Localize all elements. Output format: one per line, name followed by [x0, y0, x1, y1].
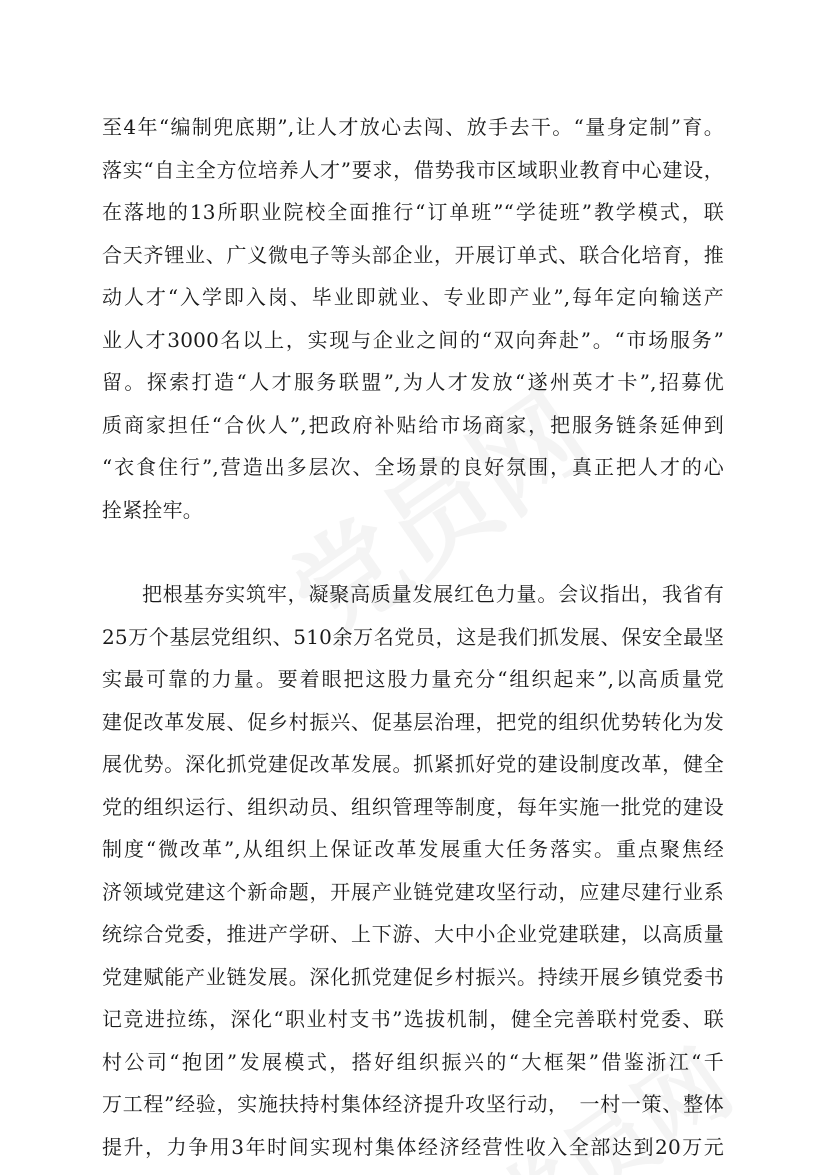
text-line: 在落地的13所职业院校全面推行“订单班”“学徒班”教学模式，联	[102, 200, 724, 224]
text-line: 把根基夯实筑牢，凝聚高质量发展红色力量。会议指出，我省有	[142, 582, 724, 606]
text-line: 落实“自主全方位培养人才”要求，借势我市区域职业教育中心建设，	[102, 157, 724, 182]
text-line: 济领域党建这个新命题，开展产业链党建攻坚行动，应建尽建行业系	[102, 879, 724, 904]
text-line: 动人才“入学即入岗、毕业即就业、专业即产业”,每年定向输送产	[102, 285, 724, 309]
text-line: 提升，力争用3年时间实现村集体经济经营性收入全部达到20万元	[102, 1134, 724, 1159]
text-line: 建促改革发展、促乡村振兴、促基层治理，把党的组织优势转化为发	[102, 709, 724, 734]
text-line: 统综合党委，推进产学研、上下游、大中小企业党建联建，以高质量	[102, 922, 724, 946]
text-line: 25万个基层党组织、510余万名党员，这是我们抓发展、保安全最坚	[102, 624, 724, 649]
text-line: 党的组织运行、组织动员、组织管理等制度，每年实施一批党的建设	[102, 794, 724, 819]
text-line: 拴紧拴牢。	[102, 497, 203, 522]
text-line: 制度“微改革”,从组织上保证改革发展重大任务落实。重点聚焦经	[102, 837, 724, 861]
text-line: 实最可靠的力量。要着眼把这股力量充分“组织起来”,以高质量党	[102, 667, 724, 691]
text-line: 留。探索打造“人才服务联盟”,为人才发放“遂州英才卡”,招募优	[102, 370, 724, 394]
text-line: 至4年“编制兜底期”,让人才放心去闯、放手去干。“量身定制”育。	[102, 115, 724, 139]
text-line: 村公司“抱团”发展模式，搭好组织振兴的“大框架”借鉴浙江“千	[102, 1049, 724, 1074]
text-line: 记竞进拉练，深化“职业村支书”选拔机制，健全完善联村党委、联	[102, 1007, 724, 1031]
text-line: 万工程”经验，实施扶持村集体经济提升攻坚行动， 一村一策、整体	[102, 1092, 724, 1116]
paragraph-party-building	[102, 573, 724, 1168]
paragraph-talent-services	[102, 106, 724, 531]
text-line: 展优势。深化抓党建促改革发展。抓紧抓好党的建设制度改革，健全	[102, 752, 724, 776]
text-line: “衣食住行”,营造出多层次、全场景的良好氛围，真正把人才的心	[102, 455, 724, 479]
text-line: 党建赋能产业链发展。深化抓党建促乡村振兴。持续开展乡镇党委书	[102, 964, 724, 989]
text-line: 合天齐锂业、广义微电子等头部企业，开展订单式、联合化培育，推	[102, 242, 724, 267]
text-line: 质商家担任“合伙人”,把政府补贴给市场商家，把服务链条延伸到	[102, 412, 724, 437]
paragraph-spacer	[102, 531, 724, 573]
text-line: 业人才3000名以上，实现与企业之间的“双向奔赴”。“市场服务”	[102, 327, 724, 352]
body-text	[102, 106, 724, 1168]
